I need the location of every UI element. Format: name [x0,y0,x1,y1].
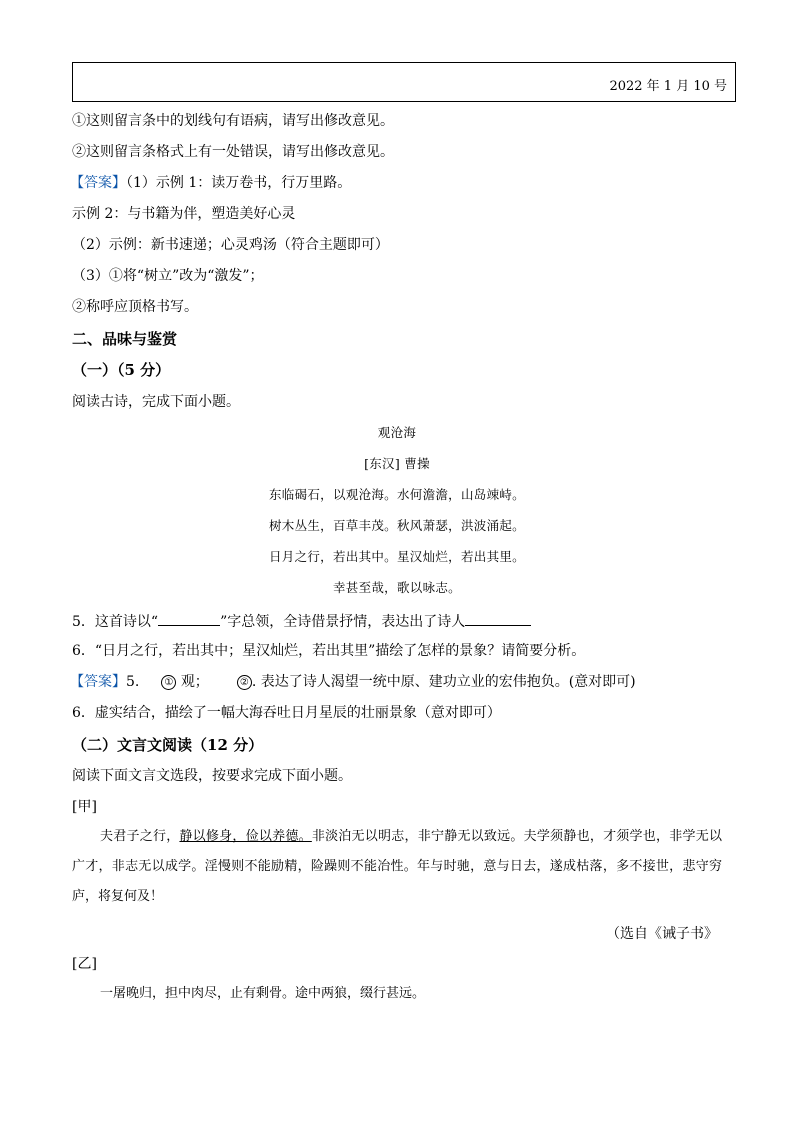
classical-passage-2: 一屠晚归，担中肉尽，止有剩骨。途中两狼，缀行甚远。 [100,986,426,1001]
poem-line: 幸甚至哉，歌以咏志。 [332,580,461,595]
message-box [72,62,736,102]
instruction-line: 阅读古诗，完成下面小题。 [72,394,240,410]
poem-line: 东临碣石，以观沧海。水何澹澹，山岛竦峙。 [268,487,525,502]
question-line-2: ②这则留言条格式上有一处错误，请写出修改意见。 [72,144,394,160]
answer-line-5: ②称呼应顶格书写。 [72,299,198,315]
answer-5: 【答案】5. ① 观； ② . 表达了诗人渴望一统中原、建功立业的宏伟抱负。(意对即可) [70,674,636,690]
question-line-1: ①这则留言条中的划线句有语病，请写出修改意见。 [72,113,394,129]
poem-line: 树木丛生，百草丰茂。秋风萧瑟，洪波涌起。 [268,518,525,533]
poem-author: [东汉] 曹操 [364,456,430,471]
question-5: 5．这首诗以“ ”字总领，全诗借景抒情，表达出了诗人 [72,611,531,631]
answer-text: （1）示例 1：读万卷书，行万里路。 [126,175,352,191]
poem-line: 日月之行，若出其中。星汉灿烂，若出其里。 [268,549,525,564]
underlined-phrase: 静以修身，俭以养德。 [179,829,312,844]
passage-label-jia: [甲] [72,799,97,815]
part-heading-2: （二）文言文阅读（12 分） [72,736,264,754]
answer-6: 6．虚实结合，描绘了一幅大海吞吐日月星辰的壮丽景象（意对即可） [72,705,501,721]
answer-line-1 [70,174,351,192]
answer-blank-1 [158,611,220,626]
answer-blank-2 [465,611,531,626]
instruction-line-2: 阅读下面文言文选段，按要求完成下面小题。 [72,768,352,784]
message-date: 2022 年 1 月 10 号 [609,79,727,94]
circled-number: ② [237,675,252,690]
answer-line-3: （2）示例：新书速递；心灵鸡汤（符合主题即可） [72,237,389,253]
part-heading-1: （一）（5 分） [72,361,171,379]
question-6: 6．“日月之行，若出其中；星汉灿烂，若出其里”描绘了怎样的景象？请简要分析。 [72,643,586,659]
answer-tag: 【答案】 [70,175,126,191]
answer-line-2: 示例 2：与书籍为伴，塑造美好心灵 [72,206,296,222]
answer-line-4: （3）①将“树立”改为“激发”； [72,268,264,284]
poem-title: 观沧海 [377,425,417,440]
answer-tag: 【答案】 [70,674,126,690]
circled-number: ① [161,675,176,690]
passage-label-yi: [乙] [72,956,97,972]
passage-source: （选自《诫子书》 [606,926,718,942]
classical-passage: 夫君子之行，静以修身，俭以养德。非淡泊无以明志，非宁静无以致远。夫学须静也，才须学也，非学无以广才，非志无以成学。淫慢则不能励精，险躁则不能冶性。年与时驰，意与日去，遂成枯落，多不接世，悲守穷庐，将复何及！ [72,829,722,904]
section-heading: 二、品味与鉴赏 [72,330,178,348]
